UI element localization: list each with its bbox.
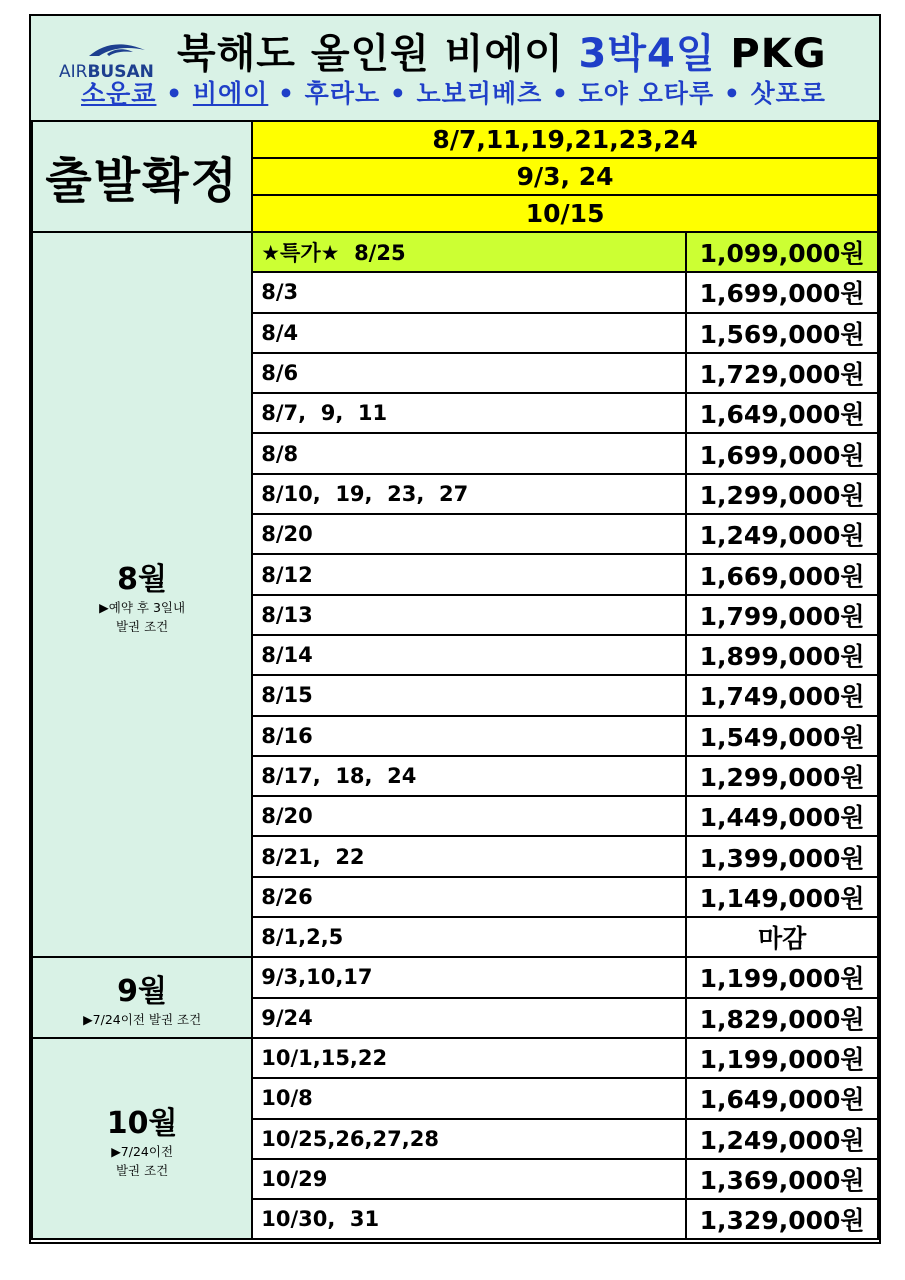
departure-dates: 10/30, 31: [252, 1199, 686, 1239]
price-value: 1,829,000원: [686, 998, 878, 1038]
departure-dates: 8/10, 19, 23, 27: [252, 474, 686, 514]
departure-dates: 8/20: [252, 796, 686, 836]
departure-dates: 10/8: [252, 1078, 686, 1118]
price-row: [32, 1038, 878, 1078]
month-note: ▶7/24이전 발권 조건: [83, 1012, 202, 1028]
departure-dates: 8/26: [252, 877, 686, 917]
route-link-sounkyo: 소운쿄: [81, 79, 157, 108]
departure-dates: 8/1,2,5: [252, 917, 686, 957]
price-value: 1,299,000원: [686, 756, 878, 796]
price-value: 1,749,000원: [686, 675, 878, 715]
month-cell: [32, 1038, 252, 1239]
page-title: 북해도 올인원 비에이 3박4일 PKG: [177, 31, 827, 77]
logo-air-text: AIR: [59, 62, 88, 82]
price-value: 1,669,000원: [686, 554, 878, 594]
price-value: 1,249,000원: [686, 514, 878, 554]
price-value: 1,649,000원: [686, 1078, 878, 1118]
title-nights: 3박4일: [578, 31, 716, 77]
month-label: 10월: [106, 1105, 178, 1141]
price-value: 1,549,000원: [686, 716, 878, 756]
departure-dates: 8/8: [252, 433, 686, 473]
month-label: 8월: [117, 561, 168, 597]
price-value: 1,199,000원: [686, 1038, 878, 1078]
price-value: 1,199,000원: [686, 957, 878, 997]
price-value: 1,329,000원: [686, 1199, 878, 1239]
departure-dates: 8/3: [252, 272, 686, 312]
price-value: 1,799,000원: [686, 595, 878, 635]
departure-dates: 8/12: [252, 554, 686, 594]
bird-icon: [87, 38, 147, 62]
price-row: [32, 957, 878, 997]
price-value: 1,729,000원: [686, 353, 878, 393]
departure-dates: 10/25,26,27,28: [252, 1119, 686, 1159]
departure-dates: 8/4: [252, 313, 686, 353]
special-price-row: [32, 232, 878, 272]
departure-dates: 9/24: [252, 998, 686, 1038]
price-value: 1,449,000원: [686, 796, 878, 836]
month-cell: [32, 957, 252, 1038]
price-sheet: [29, 14, 881, 1244]
month-label: 9월: [117, 974, 168, 1010]
price-value: 1,399,000원: [686, 836, 878, 876]
route-line: 소운쿄 • 비에이 • 후라노 • 노보리베츠 • 도야 오타루 • 삿포로: [81, 79, 826, 108]
confirmed-row: [32, 121, 878, 158]
confirmed-label-cell: [32, 121, 252, 232]
month-note: ▶예약 후 3일내: [99, 599, 186, 615]
month-note: 발권 조건: [115, 618, 169, 634]
price-value: 1,569,000원: [686, 313, 878, 353]
confirmed-date: 8/7,11,19,21,23,24: [252, 121, 878, 158]
departure-dates: 8/21, 22: [252, 836, 686, 876]
departure-dates: 8/6: [252, 353, 686, 393]
header: [31, 16, 879, 122]
month-note: 발권 조건: [115, 1162, 169, 1178]
departure-dates: 10/29: [252, 1159, 686, 1199]
price-value: 1,699,000원: [686, 433, 878, 473]
departure-dates: 8/17, 18, 24: [252, 756, 686, 796]
departure-dates: 8/16: [252, 716, 686, 756]
departure-dates: 8/7, 9, 11: [252, 393, 686, 433]
month-note: ▶7/24이전: [111, 1143, 174, 1159]
departure-dates: 9/3,10,17: [252, 957, 686, 997]
departure-dates: 8/13: [252, 595, 686, 635]
departure-dates: 8/14: [252, 635, 686, 675]
departure-dates: ★특가★ 8/25: [252, 232, 686, 272]
price-value: 마감: [686, 917, 878, 957]
price-value: 1,699,000원: [686, 272, 878, 312]
price-value: 1,299,000원: [686, 474, 878, 514]
departure-dates: 8/15: [252, 675, 686, 715]
price-value: 1,149,000원: [686, 877, 878, 917]
confirmed-date: 9/3, 24: [252, 158, 878, 195]
month-cell: [32, 232, 252, 957]
price-value: 1,249,000원: [686, 1119, 878, 1159]
price-value: 1,899,000원: [686, 635, 878, 675]
confirmed-date: 10/15: [252, 195, 878, 232]
departure-dates: 8/20: [252, 514, 686, 554]
price-value: 1,099,000원: [686, 232, 878, 272]
confirmed-label: 출발확정: [45, 153, 239, 209]
logo-busan-text: BUSAN: [87, 62, 154, 82]
price-value: 1,369,000원: [686, 1159, 878, 1199]
route-link-biei: 비에이: [192, 79, 269, 108]
price-table: [31, 120, 879, 1240]
price-value: 1,649,000원: [686, 393, 878, 433]
departure-dates: 10/1,15,22: [252, 1038, 686, 1078]
